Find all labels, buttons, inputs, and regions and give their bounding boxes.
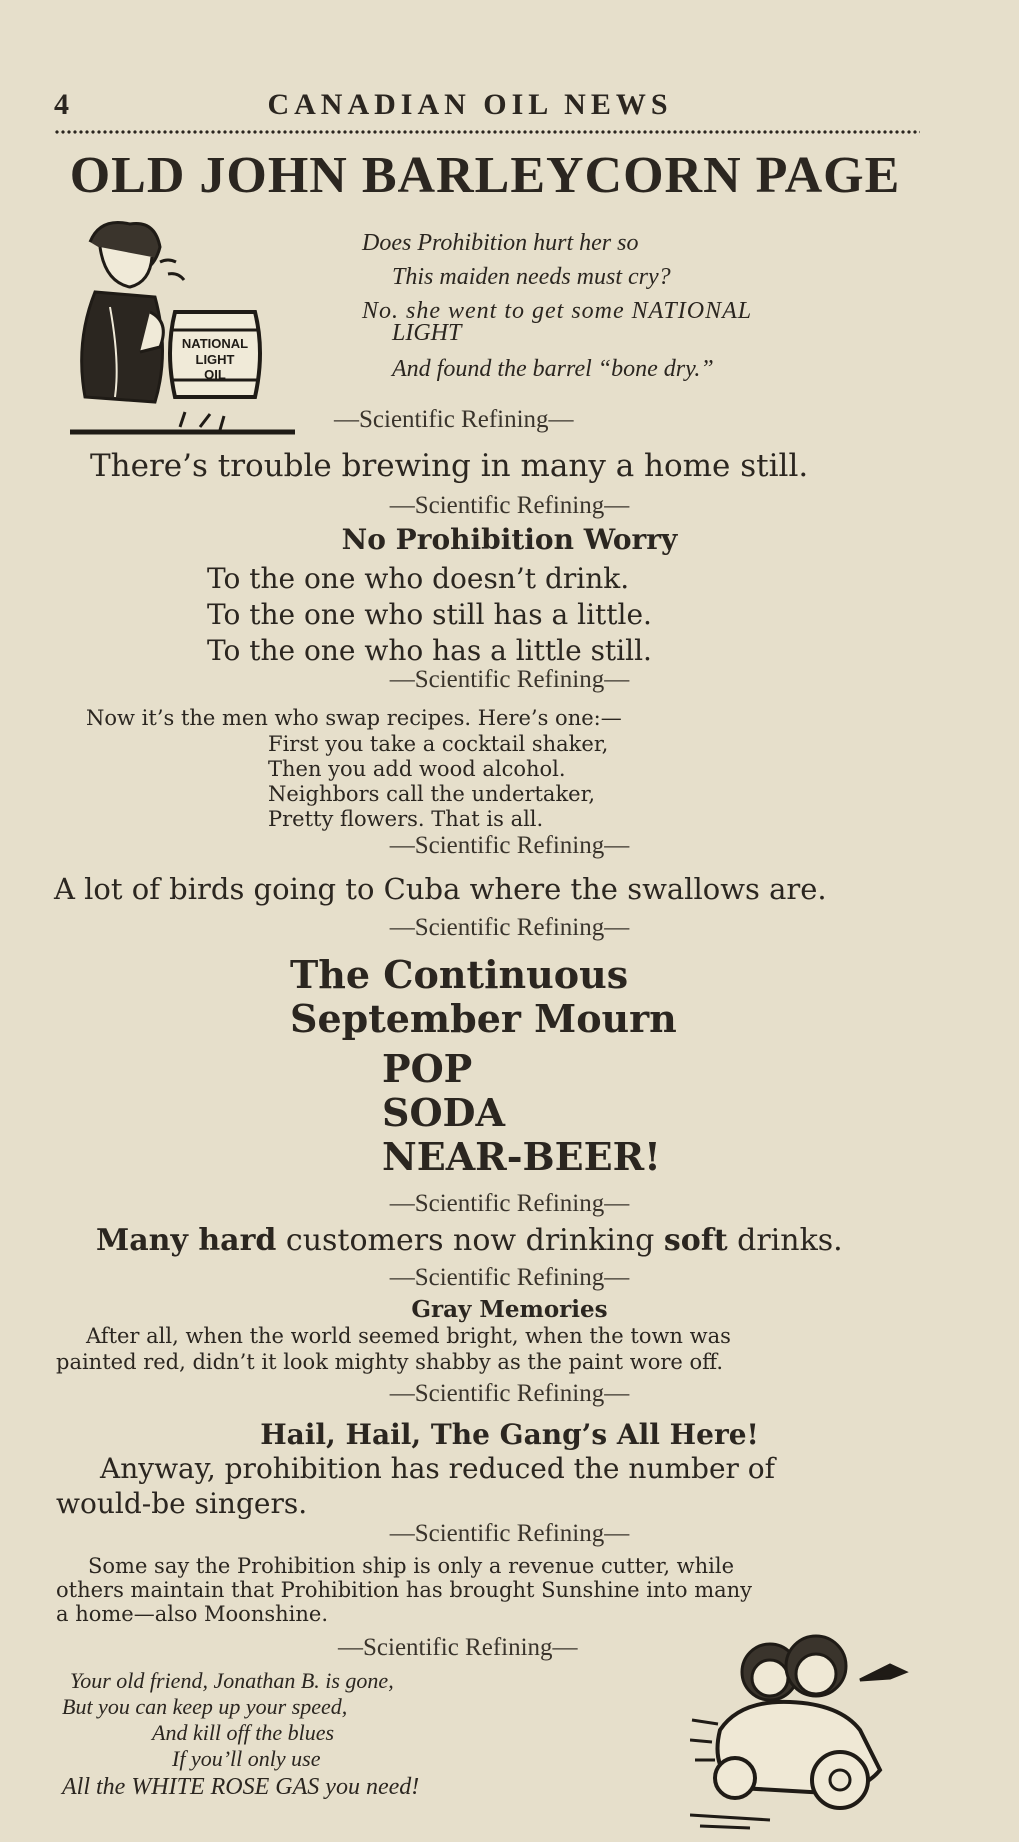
- car-illustration: [690, 1620, 920, 1830]
- separator-6: —Scientific Refining—: [389, 1190, 630, 1217]
- poem1-line2: This maiden needs must cry?: [392, 264, 671, 290]
- separator-2: —Scientific Refining—: [389, 492, 630, 519]
- barrel-label-oil: OIL: [204, 367, 226, 382]
- white-rose-line3: And kill off the blues: [152, 1720, 335, 1745]
- no-prohibition-line2: To the one who still has a little.: [207, 598, 652, 631]
- poem1-line5: And found the barrel “bone dry.”: [392, 356, 714, 382]
- crying-maiden-illustration: [60, 212, 300, 452]
- no-prohibition-line1: To the one who doesn’t drink.: [207, 562, 630, 595]
- mourn-item-pop: POP: [382, 1046, 473, 1091]
- recipe-intro: Now it’s the men who swap recipes. Here’s one:—: [86, 706, 622, 730]
- soft-drinks-part1: Many hard: [96, 1223, 277, 1258]
- gray-memories-line2: painted red, didn’t it look mighty shabby as the paint wore off.: [56, 1350, 724, 1374]
- mourn-line1: The Continuous: [290, 952, 629, 997]
- poem1-line1: Does Prohibition hurt her so: [362, 230, 639, 256]
- soft-drinks-part3: soft: [663, 1223, 728, 1258]
- mourn-item-near-beer: NEAR-BEER!: [382, 1134, 661, 1179]
- no-prohibition-line3: To the one who has a little still.: [207, 634, 652, 667]
- white-rose-line5: All the WHITE ROSE GAS you need!: [62, 1774, 420, 1800]
- separator-9: —Scientific Refining—: [389, 1520, 630, 1547]
- gray-memories-line1: After all, when the world seemed bright, when the town was: [86, 1324, 731, 1348]
- separator-5: —Scientific Refining—: [389, 914, 630, 941]
- dotted-rule: [54, 128, 920, 136]
- recipe-lines: [268, 732, 608, 832]
- ship-line3: a home—also Moonshine.: [56, 1602, 328, 1626]
- ship-line2: others maintain that Prohibition has brought Sunshine into many: [56, 1578, 753, 1602]
- no-prohibition-title: No Prohibition Worry: [341, 523, 678, 556]
- mourn-line2: September Mourn: [290, 996, 677, 1041]
- recipe-line4: Pretty flowers. That is all.: [268, 807, 544, 831]
- recipe-line2: Then you add wood alcohol.: [268, 757, 566, 781]
- publication-name: CANADIAN OIL NEWS: [267, 88, 673, 121]
- poem1-line4: LIGHT: [392, 320, 462, 346]
- separator-4: —Scientific Refining—: [389, 832, 630, 859]
- page-number: 4: [54, 88, 74, 121]
- poem1-line3: No. she went to get some NATIONAL: [362, 298, 753, 324]
- joke-cuba: A lot of birds going to Cuba where the swallows are.: [54, 872, 827, 906]
- hail-title: Hail, Hail, The Gang’s All Here!: [260, 1418, 759, 1451]
- ship-line1: Some say the Prohibition ship is only a revenue cutter, while: [88, 1554, 735, 1578]
- separator-10: —Scientific Refining—: [338, 1634, 578, 1661]
- gray-memories-title: Gray Memories: [411, 1296, 608, 1323]
- separator-7: —Scientific Refining—: [389, 1264, 630, 1291]
- joke-trouble-brewing: There’s trouble brewing in many a home still.: [90, 448, 809, 484]
- barrel-label-national: NATIONAL: [181, 336, 249, 351]
- white-rose-line2: But you can keep up your speed,: [62, 1694, 348, 1719]
- separator-1: —Scientific Refining—: [334, 406, 574, 433]
- page-title: OLD JOHN BARLEYCORN PAGE: [69, 147, 901, 204]
- white-rose-line1: Your old friend, Jonathan B. is gone,: [70, 1668, 394, 1693]
- joke-soft-drinks: [96, 1223, 843, 1258]
- separator-8: —Scientific Refining—: [389, 1380, 630, 1407]
- soft-drinks-part4: drinks.: [727, 1223, 843, 1258]
- white-rose-line4: If you’ll only use: [172, 1746, 321, 1771]
- barrel-label-light: LIGHT: [195, 352, 235, 367]
- separator-3: —Scientific Refining—: [389, 666, 630, 693]
- soft-drinks-part2: customers now drinking: [276, 1223, 664, 1258]
- recipe-line1: First you take a cocktail shaker,: [268, 732, 609, 756]
- mourn-item-soda: SODA: [382, 1090, 505, 1135]
- recipe-line3: Neighbors call the undertaker,: [268, 782, 595, 806]
- hail-line2: would-be singers.: [56, 1487, 308, 1520]
- hail-line1: Anyway, prohibition has reduced the number of: [100, 1452, 776, 1485]
